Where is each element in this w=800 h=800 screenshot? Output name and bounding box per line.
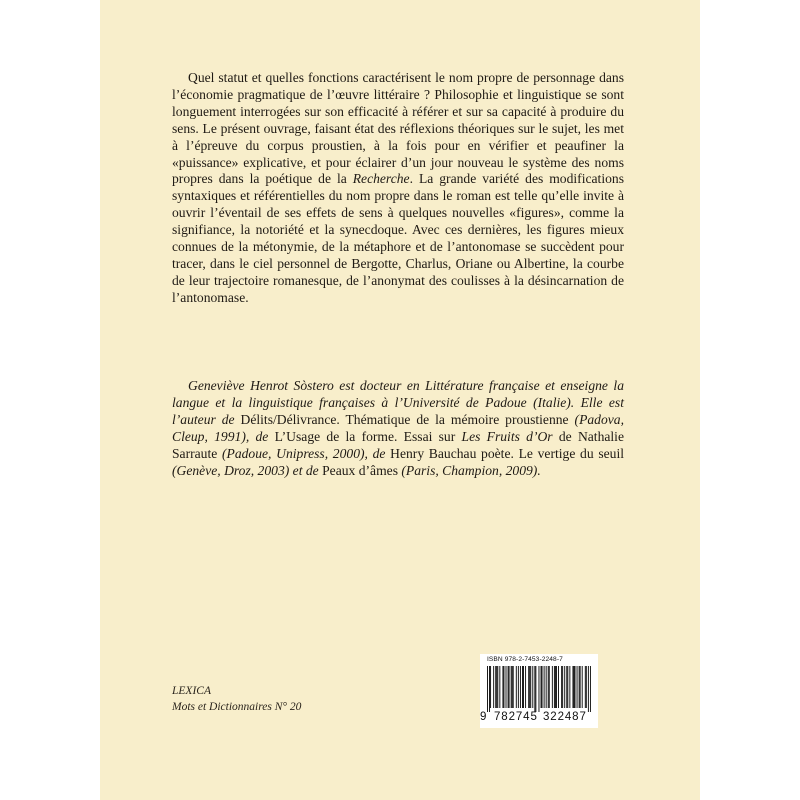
barcode-bar [554, 666, 555, 708]
text-run: Peaux d’âmes [322, 462, 402, 478]
barcode-bar [496, 666, 497, 708]
barcode-digit-group-right: 322487 [543, 711, 587, 723]
barcode-bar [577, 666, 578, 708]
barcode-bar [566, 666, 567, 708]
barcode-bar [538, 666, 539, 712]
barcode-bar [549, 666, 550, 708]
barcode-bar [534, 666, 535, 712]
barcode-bar [520, 666, 521, 708]
barcode-bar [499, 666, 500, 708]
text-run: Recherche [352, 171, 410, 187]
isbn-barcode [480, 654, 598, 728]
text-run: Geneviève Henrot Sòstero est docteur en Littérature française et enseigne la langue et la linguistique françaises à l’Université de Padoue (Italie). Elle est l’auteur de [172, 378, 624, 427]
barcode-bar [562, 666, 563, 708]
barcode-bar [586, 666, 587, 708]
barcode-bar [490, 666, 491, 708]
text-run: (Genève, Droz, 2003) et de [172, 462, 323, 478]
summary-paragraph [172, 70, 624, 307]
barcode-bar [575, 666, 576, 708]
barcode-bar [528, 666, 529, 708]
text-run: Les Fruits d’Or [461, 428, 559, 444]
text-run: (Padova, Cleup, 1991), de [172, 411, 624, 444]
series-info [172, 683, 301, 715]
series-name: LEXICA [172, 685, 211, 697]
barcode-bar [489, 666, 490, 712]
text-run: de Nathalie Sarraute [172, 428, 624, 461]
barcode-bar [518, 666, 519, 708]
barcode-bar [523, 666, 524, 708]
barcode-bar [525, 666, 526, 708]
barcode-bar [508, 666, 509, 708]
barcode-bar [544, 666, 545, 708]
barcode-bar [580, 666, 581, 708]
barcode-bar [503, 666, 504, 708]
summary-block [172, 70, 624, 307]
barcode-bar [574, 666, 575, 708]
barcode-bar [585, 666, 586, 708]
barcode-bar [552, 666, 553, 708]
barcode-bar [506, 666, 507, 708]
barcode-bar [529, 666, 530, 708]
barcode-bars [487, 666, 591, 712]
series-subtitle: Mots et Dictionnaires N° 20 [172, 701, 302, 713]
text-run: . La grande variété des modifications syntaxiques et référentielles du nom propre dans le roman est telle qu’elle invite à ouvrir l’éventail de ses effets de sens à quelques nouvelles «figures», comme la signifiance, la notoriété et la synecdoque. Avec ces dernières, les figures mieux connues de la métonymie, de la métaphore et de l’antonomase se succèdent pour tracer, dans le ciel personnel de Bergotte, Charlus, Oriane ou Albertine, la courbe de leur trajectoire romanesque, de l’anonymat des coulisses à la désincarnation de l’antonomase. [172, 171, 624, 305]
barcode-digit-group-left: 782745 [494, 711, 538, 723]
author-bio-paragraph [172, 378, 624, 479]
text-run: Délits/Délivrance. Thématique de la mémoire proustienne [240, 411, 575, 427]
barcode-bar [561, 666, 562, 708]
barcode-bar [509, 666, 510, 708]
barcode-bar [497, 666, 498, 708]
barcode-bar [513, 666, 514, 708]
barcode-bar [582, 666, 583, 708]
text-run: Henry Bauchau poète. Le vertige du seuil [390, 445, 624, 461]
barcode-bar [572, 666, 573, 708]
barcode-bar [495, 666, 496, 708]
barcode-bar [579, 666, 580, 708]
barcode-bar [541, 666, 542, 708]
barcode-bar [512, 666, 513, 708]
barcode-bar [569, 666, 570, 708]
barcode-bar [564, 666, 565, 708]
barcode-bar [546, 666, 547, 708]
barcode-bar [555, 666, 556, 708]
barcode-bar [502, 666, 503, 708]
barcode-bar [530, 666, 531, 708]
barcode-bar [493, 666, 494, 708]
isbn-label: ISBN 978-2-7453-2248-7 [487, 656, 563, 663]
text-run: (Paris, Champion, 2009). [401, 462, 541, 478]
barcode-bar [516, 666, 517, 708]
barcode-bar [590, 666, 591, 712]
barcode-bar [542, 666, 543, 708]
text-run: (Padoue, Unipress, 2000), de [221, 445, 391, 461]
barcode-bar [588, 666, 589, 712]
barcode-bar [556, 666, 557, 708]
barcode-bar [522, 666, 523, 708]
barcode-bar [532, 666, 533, 708]
author-bio-block [172, 378, 624, 479]
barcode-bar [567, 666, 568, 708]
barcode-bar [511, 666, 512, 708]
barcode-bar [487, 666, 488, 712]
text-run: Quel statut et quelles fonctions caractérisent le nom propre de personnage dans l’économie pragmatique de l’œuvre littéraire ? Philosophie et linguistique se sont longuement interrogées sur son efficacité à référer et sur sa capacité à produire du sens. Le présent ouvrage, faisant état des réflexions théoriques sur le sujet, les met à l’épreuve du corpus proustien, à la fois pour en vérifier et peaufiner la «puissance» explicative, et pour éclairer d’un jour nouveau le système des noms propres dans la poétique de la [172, 70, 624, 187]
barcode-bar [548, 666, 549, 708]
text-run: L’Usage de la forme. Essai sur [274, 428, 462, 444]
barcode-bar [558, 666, 559, 708]
barcode-bar [535, 666, 536, 712]
barcode-digit-lead: 9 [480, 711, 487, 723]
